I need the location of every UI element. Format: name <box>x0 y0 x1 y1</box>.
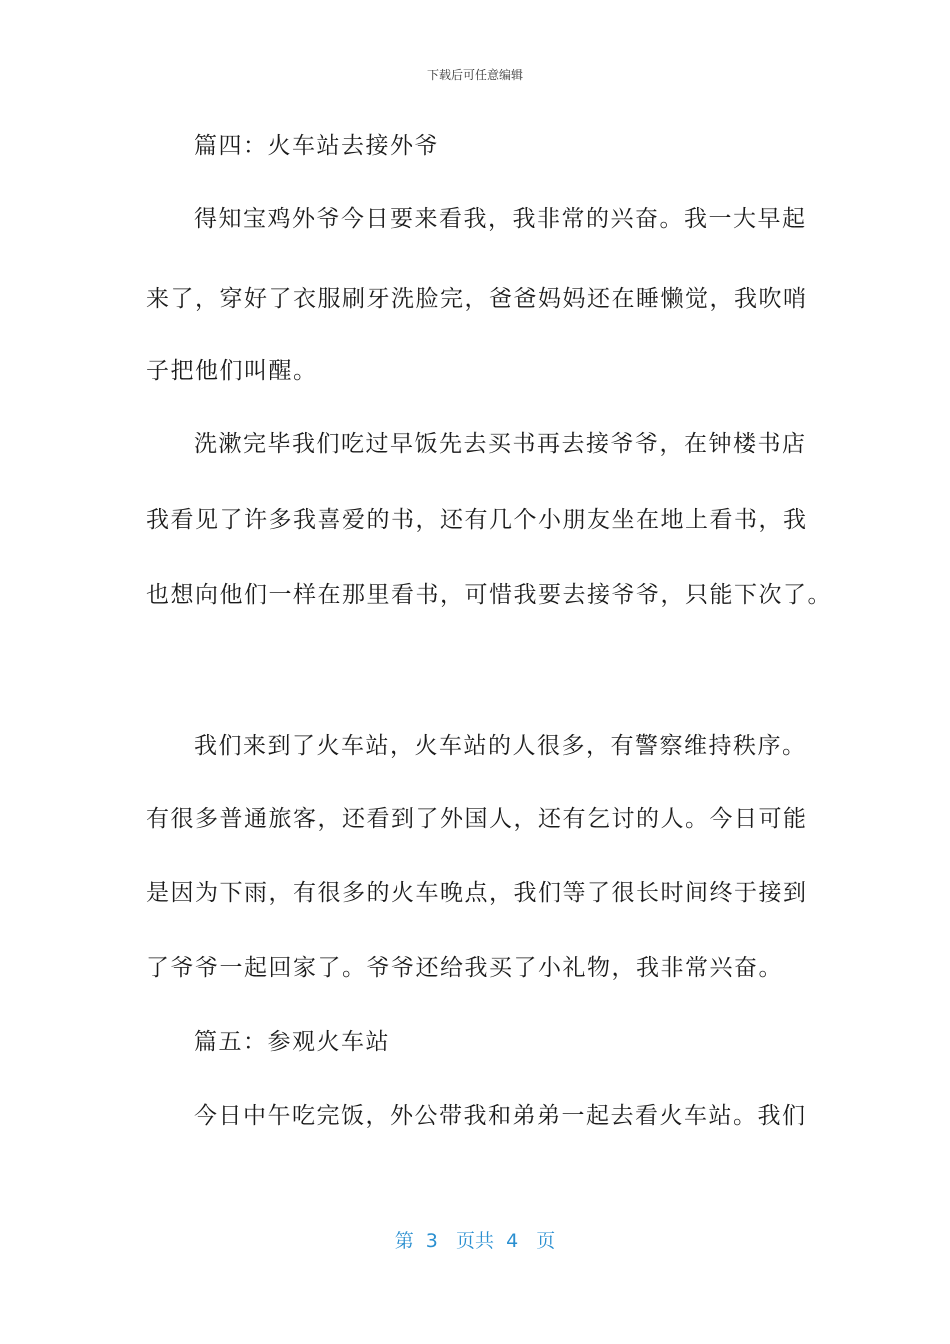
paragraph-line: 今日中午吃完饭，外公带我和弟弟一起去看火车站。我们 <box>194 1103 807 1129</box>
header-note: 下载后可任意编辑 <box>426 68 523 82</box>
page-number: 第 3 页共 4 页 <box>394 1230 556 1252</box>
section-heading-4: 篇四：火车站去接外爷 <box>194 133 439 159</box>
paragraph-line: 子把他们叫醒。 <box>146 358 318 384</box>
paragraph-line: 了爷爷一起回家了。爷爷还给我买了小礼物，我非常兴奋。 <box>146 955 783 981</box>
paragraph-line: 是因为下雨，有很多的火车晚点，我们等了很长时间终于接到 <box>146 880 808 906</box>
paragraph-line: 洗漱完毕我们吃过早饭先去买书再去接爷爷，在钟楼书店 <box>194 431 807 457</box>
section-heading-5: 篇五：参观火车站 <box>194 1029 390 1055</box>
paragraph-line: 也想向他们一样在那里看书，可惜我要去接爷爷，只能下次了。 <box>146 582 832 608</box>
paragraph-line: 得知宝鸡外爷今日要来看我，我非常的兴奋。我一大早起 <box>194 206 807 232</box>
paragraph-line: 有很多普通旅客，还看到了外国人，还有乞讨的人。今日可能 <box>146 806 808 832</box>
paragraph-line: 我看见了许多我喜爱的书，还有几个小朋友坐在地上看书，我 <box>146 507 808 533</box>
paragraph-line: 来了，穿好了衣服刷牙洗脸完，爸爸妈妈还在睡懒觉，我吹哨 <box>146 286 808 312</box>
paragraph-line: 我们来到了火车站，火车站的人很多，有警察维持秩序。 <box>194 733 807 759</box>
